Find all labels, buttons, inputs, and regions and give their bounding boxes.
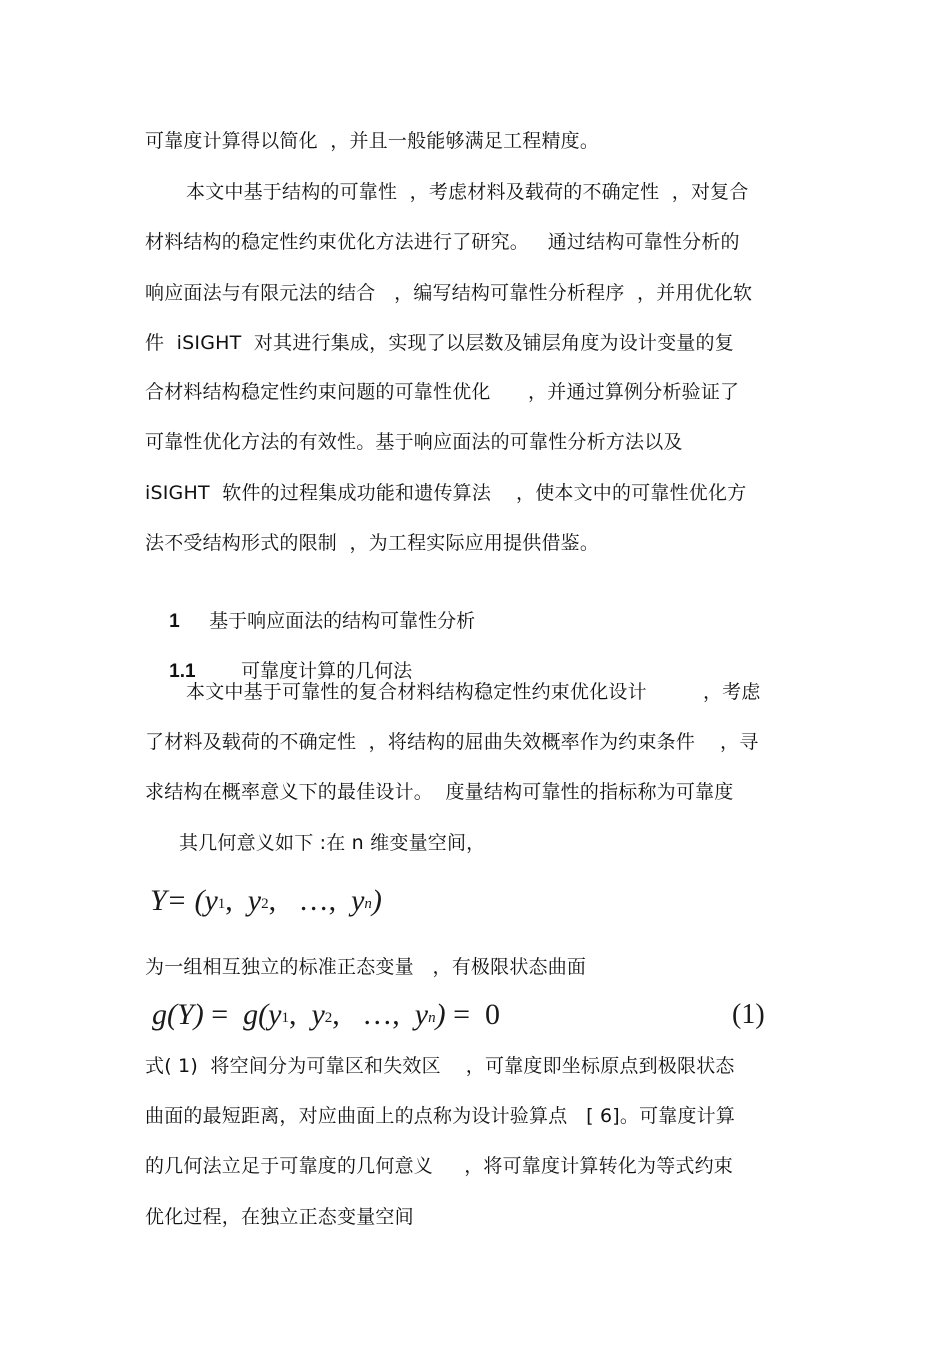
formula-y-comma-1: , <box>225 884 233 917</box>
formula-g-comma-3: , <box>392 998 400 1031</box>
formula-limit-state <box>152 997 500 1036</box>
formula-g-equals-1: = <box>211 998 229 1031</box>
formula-g-func-1: g <box>152 998 167 1031</box>
paragraph-2-line-2: 材料结构的稳定性约束优化方法进行了研究。 通过结构可靠性分析的 <box>145 231 740 253</box>
formula-y-sub-2: 2 <box>261 896 269 912</box>
formula-y-ellipsis: … <box>298 884 329 917</box>
formula-y-var-n: y <box>351 884 365 917</box>
paragraph-3-line-1: 本文中基于可靠性的复合材料结构稳定性约束优化设计 ，考虑 <box>186 681 761 703</box>
paragraph-6-line-4: 优化过程，在独立正态变量空间 <box>145 1206 414 1228</box>
formula-g-ellipsis: … <box>362 998 393 1031</box>
paragraph-6-line-2: 曲面的最短距离，对应曲面上的点称为设计验算点 [ 6]。可靠度计算 <box>145 1105 736 1127</box>
section-1-number: 1 <box>169 611 180 632</box>
paragraph-2-line-1: 本文中基于结构的可靠性 ，考虑材料及载荷的不确定性 ，对复合 <box>186 181 749 203</box>
formula-y-var-2: y <box>247 884 262 917</box>
section-1-title: 基于响应面法的结构可靠性分析 <box>209 610 476 632</box>
formula-y-comma-3: , <box>328 884 337 917</box>
formula-g-Y: Y <box>177 998 194 1031</box>
formula-g-zero: 0 <box>485 998 501 1031</box>
formula-g-comma-2: , <box>332 998 340 1031</box>
formula-g-sub-2: 2 <box>324 1010 333 1026</box>
formula-g-open-1: ( <box>167 998 177 1031</box>
formula-y-close-paren: ) <box>371 884 382 917</box>
formula-g-open-2: ( <box>258 998 269 1031</box>
formula-g-close-1: ) <box>193 998 204 1031</box>
paragraph-5-line-1: 为一组相互独立的标准正态变量 ，有极限状态曲面 <box>145 956 587 978</box>
formula-g-comma-1: , <box>288 998 297 1031</box>
formula-y-sub-n: n <box>364 896 372 912</box>
paragraph-4-line-1: 其几何意义如下 :在 n 维变量空间， <box>179 832 486 854</box>
paragraph-2-line-4: 件 iSIGHT 对其进行集成，实现了以层数及铺层角度为设计变量的复 <box>145 332 734 354</box>
section-1-1-title: 可靠度计算的几何法 <box>241 660 413 682</box>
paragraph-3-line-3: 求结构在概率意义下的最佳设计。 度量结构可靠性的指标称为可靠度 <box>145 781 734 803</box>
formula-g-var-n: y <box>414 998 429 1031</box>
paragraph-2-line-8: 法不受结构形式的限制 ，为工程实际应用提供借鉴。 <box>145 532 600 554</box>
paragraph-2-line-6: 可靠性优化方法的有效性。基于响应面法的可靠性分析方法以及 <box>145 431 683 453</box>
formula-g-func-2: g <box>243 998 259 1031</box>
paragraph-6-line-3: 的几何法立足于可靠度的几何意义 ，将可靠度计算转化为等式约束 <box>145 1155 733 1177</box>
formula-y-lhs: Y= <box>150 884 187 917</box>
paragraph-2-line-7: iSIGHT 软件的过程集成功能和遗传算法 ，使本文中的可靠性优化方 <box>145 482 747 504</box>
paragraph-6-line-1: 式( 1) 将空间分为可靠区和失效区 ，可靠度即坐标原点到极限状态 <box>145 1055 735 1077</box>
formula-g-equals-2: = <box>453 998 471 1031</box>
formula-g-sub-n: n <box>428 1010 436 1026</box>
formula-g-var-2: y <box>311 998 325 1031</box>
formula-y-open-paren: ( <box>194 884 205 917</box>
paragraph-1-line-1: 可靠度计算得以简化 ，并且一般能够满足工程精度。 <box>145 130 600 152</box>
paragraph-3-line-2: 了材料及载荷的不确定性 ，将结构的屈曲失效概率作为约束条件 ，寻 <box>145 731 759 753</box>
formula-g-var-1: y <box>268 998 282 1031</box>
equation-number-1: (1) <box>732 999 765 1030</box>
formula-y-sub-1: 1 <box>217 896 226 912</box>
formula-y-var-1: y <box>204 884 218 917</box>
paragraph-2-line-5: 合材料结构稳定性约束问题的可靠性优化 ，并通过算例分析验证了 <box>145 381 740 403</box>
paragraph-2-line-3: 响应面法与有限元法的结合 ，编写结构可靠性分析程序 ，并用优化软 <box>145 282 753 304</box>
formula-g-close-2: ) <box>435 998 446 1031</box>
formula-y-vector <box>150 883 382 922</box>
section-1-1-number: 1.1 <box>169 661 196 682</box>
formula-y-comma-2: , <box>268 884 277 917</box>
formula-g-sub-1: 1 <box>281 1010 289 1026</box>
